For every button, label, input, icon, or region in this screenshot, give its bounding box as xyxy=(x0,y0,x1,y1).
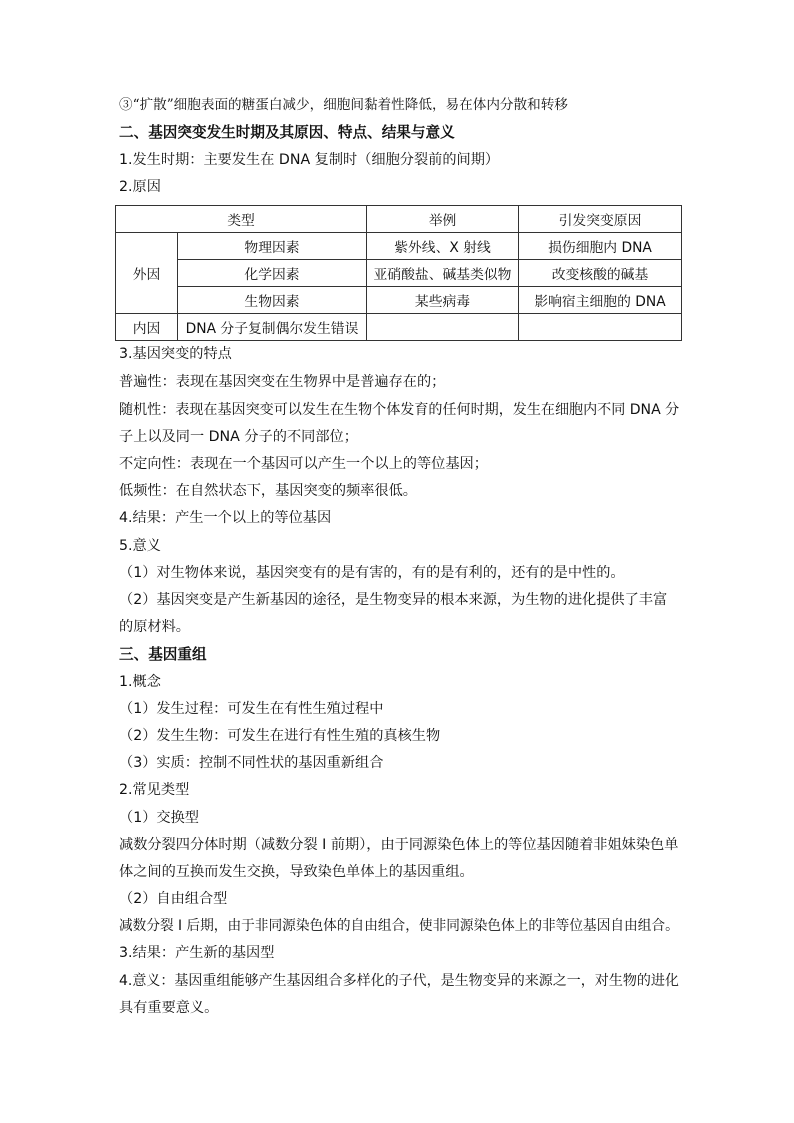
type2-desc: 减数分裂 I 后期，由于非同源染色体的自由组合，使非同源染色体上的非等位基因自由组合。 xyxy=(119,918,679,934)
feature-universality: 普遍性：表现在基因突变在生物界中是普遍存在的； xyxy=(119,374,446,390)
external-cause-label: 外因 xyxy=(116,233,178,314)
table-cell: 影响宿主细胞的 DNA xyxy=(519,287,682,314)
feature-randomness-line1: 随机性：表现在基因突变可以发生在生物个体发育的任何时期，发生在细胞内不同 DNA 分 xyxy=(119,402,680,418)
table-cell: 某些病毒 xyxy=(367,287,519,314)
significance-item-2-line2: 的原材料。 xyxy=(119,619,190,635)
table-row xyxy=(116,314,682,341)
types-title: 2.常见类型 xyxy=(119,782,190,798)
concept-item-3: （3）实质：控制不同性状的基因重新组合 xyxy=(119,755,384,771)
feature-randomness-line2: 子上以及同一 DNA 分子的不同部位； xyxy=(119,429,358,445)
significance-item-2-line1: （2）基因突变是产生新基因的途径，是生物变异的根本来源，为生物的进化提供了丰富 xyxy=(119,592,668,608)
type1-desc-line2: 体之间的互换而发生交换，导致染色单体上的基因重组。 xyxy=(119,864,474,880)
table-row xyxy=(116,260,682,287)
table-cell xyxy=(519,314,682,341)
mutation-cause-table xyxy=(115,205,682,341)
table-header-row xyxy=(116,206,682,233)
table-cell: 生物因素 xyxy=(178,287,367,314)
header-cause: 引发突变原因 xyxy=(519,206,682,233)
table-cell xyxy=(367,314,519,341)
section2-heading: 二、基因突变发生时期及其原因、特点、结果与意义 xyxy=(119,124,455,141)
type1-title: （1）交换型 xyxy=(119,810,199,826)
table-cell: 亚硝酸盐、碱基类似物 xyxy=(367,260,519,287)
concept-title: 1.概念 xyxy=(119,674,161,690)
table-cell: 损伤细胞内 DNA xyxy=(519,233,682,260)
table-cell: 化学因素 xyxy=(178,260,367,287)
cause-title: 2.原因 xyxy=(119,179,161,195)
table-cell: DNA 分子复制偶尔发生错误 xyxy=(178,314,367,341)
type1-desc-line1: 减数分裂四分体时期（减数分裂 I 前期），由于同源染色体上的等位基因随着非姐妹染色单 xyxy=(119,837,679,853)
recombination-significance-line1: 4.意义：基因重组能够产生基因组合多样化的子代，是生物变异的来源之一，对生物的进化 xyxy=(119,973,679,989)
table-cell: 紫外线、X 射线 xyxy=(367,233,519,260)
significance-title: 5.意义 xyxy=(119,538,161,554)
recombination-significance-line2: 具有重要意义。 xyxy=(119,1000,219,1016)
mutation-timing: 1.发生时期：主要发生在 DNA 复制时（细胞分裂前的间期） xyxy=(119,152,500,168)
features-title: 3.基因突变的特点 xyxy=(119,346,232,362)
intro-line: ③“扩散”细胞表面的糖蛋白减少，细胞间黏着性降低，易在体内分散和转移 xyxy=(119,97,568,113)
table-row xyxy=(116,233,682,260)
feature-low-frequency: 低频性：在自然状态下，基因突变的频率很低。 xyxy=(119,483,417,499)
table-cell: 改变核酸的碱基 xyxy=(519,260,682,287)
feature-nondirectional: 不定向性：表现在一个基因可以产生一个以上的等位基因； xyxy=(119,456,488,472)
header-type: 类型 xyxy=(116,206,367,233)
section3-heading: 三、基因重组 xyxy=(119,646,207,663)
mutation-result: 4.结果：产生一个以上的等位基因 xyxy=(119,510,332,526)
recombination-result: 3.结果：产生新的基因型 xyxy=(119,945,275,961)
concept-item-2: （2）发生生物：可发生在进行有性生殖的真核生物 xyxy=(119,728,441,744)
significance-item-1: （1）对生物体来说，基因突变有的是有害的，有的是有利的，还有的是中性的。 xyxy=(119,565,625,581)
header-example: 举例 xyxy=(367,206,519,233)
concept-item-1: （1）发生过程：可发生在有性生殖过程中 xyxy=(119,701,384,717)
type2-title: （2）自由组合型 xyxy=(119,891,228,907)
table-row xyxy=(116,287,682,314)
internal-cause-label: 内因 xyxy=(116,314,178,341)
table-cell: 物理因素 xyxy=(178,233,367,260)
